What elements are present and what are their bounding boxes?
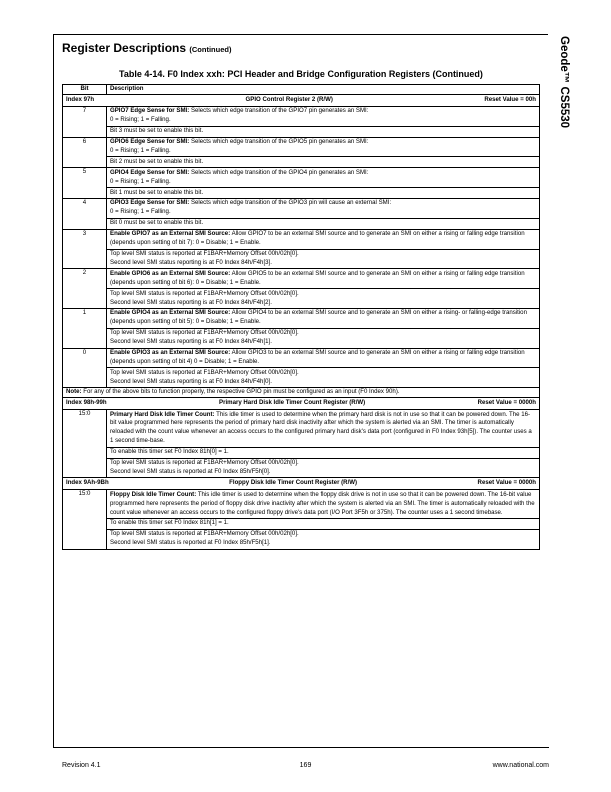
description-paragraph: [107, 367, 539, 387]
bit-row: [63, 410, 540, 478]
field-name: Enable GPIO7 as an External SMI Source:: [110, 230, 231, 238]
table-header-row: [63, 85, 540, 95]
register-reset-value: Reset Value = 0000h: [477, 479, 536, 487]
register-index-cell: [63, 478, 540, 490]
footer-website: www.national.com: [492, 762, 549, 769]
description-paragraph: [107, 249, 539, 269]
description-paragraph: [107, 218, 539, 229]
field-name: GPIO6 Edge Sense for SMI:: [110, 138, 190, 146]
description-paragraph: [107, 529, 539, 549]
field-name: Floppy Disk Idle Timer Count:: [110, 490, 197, 498]
register-index-line: [66, 479, 536, 488]
description-paragraph: [110, 138, 536, 157]
bit-description: [107, 308, 540, 348]
description-text: Allow GPIO7 to be an external SMI source and to generate an SMI on either a rising or falling edge transition (depends upon setting of bit 7): 0 = Disable; 1 = Enable.: [110, 230, 525, 247]
register-title: GPIO Control Register 2 (R/W): [245, 95, 333, 103]
bit-description: [107, 348, 540, 388]
description-paragraph: [110, 107, 536, 126]
bit-row: [63, 137, 540, 168]
bit-number: 5: [63, 168, 107, 199]
bit-row: [63, 229, 540, 269]
bit-description: [107, 198, 540, 229]
register-reset-value: Reset Value = 00h: [484, 95, 536, 103]
description-text: Top level SMI status is reported at F1BAR+Memory Offset 00h/02h[0]. Second level SMI status is reported at F0 Index 85h/F5h[0].: [110, 459, 299, 475]
description-text: To enable this timer set F0 Index 81h[1] = 1.: [110, 519, 229, 527]
register-index: Index 98h-99h: [66, 399, 107, 407]
table-title: Table 4-14. F0 Index xxh: PCI Header and Bridge Configuration Registers (Continued): [119, 69, 483, 79]
description-text: Top level SMI status is reported at F1BAR+Memory Offset 00h/02h[0]. Second level SMI status reporting is at F0 Index 84h/F4h[1].: [110, 329, 299, 346]
description-paragraph: [110, 490, 536, 518]
bit-description: [107, 106, 540, 137]
description-paragraph: [107, 288, 539, 308]
section-title: Register Descriptions (Continued): [62, 41, 232, 55]
top-rule: [53, 34, 548, 35]
description-paragraph: [107, 156, 539, 167]
description-text: Bit 1 must be set to enable this bit.: [110, 188, 204, 196]
bit-description: [107, 229, 540, 269]
description-text: Selects which edge transition of the GPIO3 pin will cause an external SMI: 0 = Rising; 1 = Falling.: [110, 199, 392, 216]
field-name: GPIO3 Edge Sense for SMI:: [110, 199, 190, 207]
register-index-cell: [63, 94, 540, 106]
bit-row: [63, 308, 540, 348]
bit-row: [63, 348, 540, 388]
description-text: Bit 2 must be set to enable this bit.: [110, 157, 204, 165]
bit-description: [107, 137, 540, 168]
register-index-row: [63, 478, 540, 490]
bit-row: [63, 490, 540, 549]
bit-number: 15:0: [63, 410, 107, 478]
bit-description: [107, 410, 540, 478]
description-text: Bit 0 must be set to enable this bit.: [110, 219, 204, 227]
register-index-line: [66, 96, 536, 105]
description-text: Selects which edge transition of the GPIO7 pin generates an SMI: 0 = Rising; 1 = Falling.: [110, 107, 369, 124]
description-text: Top level SMI status is reported at F1BAR+Memory Offset 00h/02h[0]. Second level SMI status reporting is at F0 Index 84h/F4h[2].: [110, 289, 299, 306]
note-row: [63, 388, 540, 398]
bit-number: 1: [63, 308, 107, 348]
register-table-body: [63, 94, 540, 549]
bit-number: 15:0: [63, 490, 107, 549]
header-description: Description: [107, 85, 540, 95]
register-index: Index 97h: [66, 95, 95, 103]
description-paragraph: [110, 309, 536, 328]
note-cell: [63, 388, 540, 398]
description-text: This idle timer is used to determine when the floppy disk drive is not in use so that it can be powered down. The 16-bit value programmed here represents the period of floppy disk drive inactivity after which the system is alerted via an SMI. The timer is automatically reloaded with the count value whenever an access occurs to the configured floppy drive's data port (I/O Port 3F5h or 375h). The counter uses a 1 second timebase.: [110, 490, 535, 516]
field-name: Enable GPIO4 as an External SMI Source:: [110, 309, 231, 317]
register-index-cell: [63, 398, 540, 410]
register-index-row: [63, 398, 540, 410]
description-text: Top level SMI status is reported at F1BAR+Memory Offset 00h/02h[0]. Second level SMI status is reported at F0 Index 85h/F5h[1].: [110, 530, 299, 547]
side-product-title: Geode™ CS5530: [558, 36, 570, 129]
description-text: To enable this timer set F0 Index 81h[0] = 1.: [110, 448, 229, 456]
field-name: Enable GPIO3 as an External SMI Source:: [110, 349, 231, 357]
footer-revision: Revision 4.1: [62, 762, 101, 769]
bit-row: [63, 168, 540, 199]
description-text: Bit 3 must be set to enable this bit.: [110, 127, 204, 135]
register-title: Floppy Disk Idle Timer Count Register (R/W): [229, 479, 358, 487]
bit-number: 6: [63, 137, 107, 168]
field-name: Enable GPIO6 as an External SMI Source:: [110, 269, 231, 277]
header-bit: Bit: [63, 85, 107, 95]
description-text: Allow GPIO3 to be an external SMI source and to generate an SMI on either a rising or falling edge transition (depends upon setting of bit 4) 0 = Disable; 1 = Enable.: [110, 349, 525, 365]
bit-row: [63, 106, 540, 137]
description-paragraph: [110, 168, 536, 187]
description-paragraph: [110, 230, 536, 249]
description-paragraph: [107, 126, 539, 137]
field-name: Primary Hard Disk Idle Timer Count:: [110, 410, 215, 418]
description-text: This idle timer is used to determine when the primary hard disk is not in use so that it can be powered down. The 16-bit value programmed here represents the period of primary hard disk inactivity after which the system is alerted via an SMI. The timer is automatically reloaded with the count value whenever an access occurs to the configured primary hard disk's data port (configured in F0 Index 93h[5]). The counter uses a 1 second time-base.: [110, 410, 532, 445]
bit-number: 2: [63, 269, 107, 309]
description-paragraph: [107, 187, 539, 198]
description-text: Allow GPIO4 to be an external SMI source and to generate an SMI on either a rising- or falling-edge transition (depends upon setting of bit 5): 0 = Disable; 1 = Enable.: [110, 309, 527, 326]
description-paragraph: [107, 447, 539, 458]
description-paragraph: [110, 410, 536, 447]
note-text: For any of the above bits to function properly, the respective GPIO pin must be configured as an input (F0 Index 90h).: [83, 388, 400, 396]
description-text: Selects which edge transition of the GPIO4 pin generates an SMI: 0 = Rising; 1 = Falling.: [110, 168, 369, 185]
bit-row: [63, 198, 540, 229]
section-title-continued: (Continued): [189, 45, 232, 54]
bit-row: [63, 269, 540, 309]
bit-number: 7: [63, 106, 107, 137]
description-paragraph: [107, 328, 539, 348]
bit-number: 4: [63, 198, 107, 229]
register-reset-value: Reset Value = 0000h: [477, 399, 536, 407]
note-label: Note:: [66, 388, 82, 396]
bit-description: [107, 490, 540, 549]
register-title: Primary Hard Disk Idle Timer Count Register (R/W): [219, 399, 366, 407]
description-paragraph: [110, 269, 536, 288]
description-paragraph: [110, 349, 536, 368]
bit-description: [107, 269, 540, 309]
description-text: Top level SMI status is reported at F1BAR+Memory Offset 00h/02h[0]. Second level SMI status reporting is at F0 Index 84h/F4h[0].: [110, 368, 299, 385]
field-name: GPIO4 Edge Sense for SMI:: [110, 168, 190, 176]
bit-number: 0: [63, 348, 107, 388]
description-paragraph: [107, 458, 539, 478]
footer-page-number: 169: [299, 762, 312, 769]
register-index: Index 9Ah-9Bh: [66, 479, 109, 487]
description-text: Selects which edge transition of the GPIO5 pin generates an SMI: 0 = Rising; 1 = Falling.: [110, 138, 369, 154]
bit-description: [107, 168, 540, 199]
register-index-row: [63, 94, 540, 106]
description-paragraph: [110, 199, 536, 218]
bit-number: 3: [63, 229, 107, 269]
description-paragraph: [107, 518, 539, 529]
description-text: Top level SMI status is reported at F1BAR+Memory Offset 00h/02h[0]. Second level SMI status reporting is at F0 Index 84h/F4h[3].: [110, 250, 299, 266]
field-name: GPIO7 Edge Sense for SMI:: [110, 107, 190, 115]
register-table: [62, 84, 540, 550]
description-text: Allow GPIO5 to be an external SMI source and to generate an SMI on either a rising or falling edge transition (depends upon setting of bit 6): 0 = Disable; 1 = Enable.: [110, 269, 525, 286]
register-index-line: [66, 399, 536, 408]
